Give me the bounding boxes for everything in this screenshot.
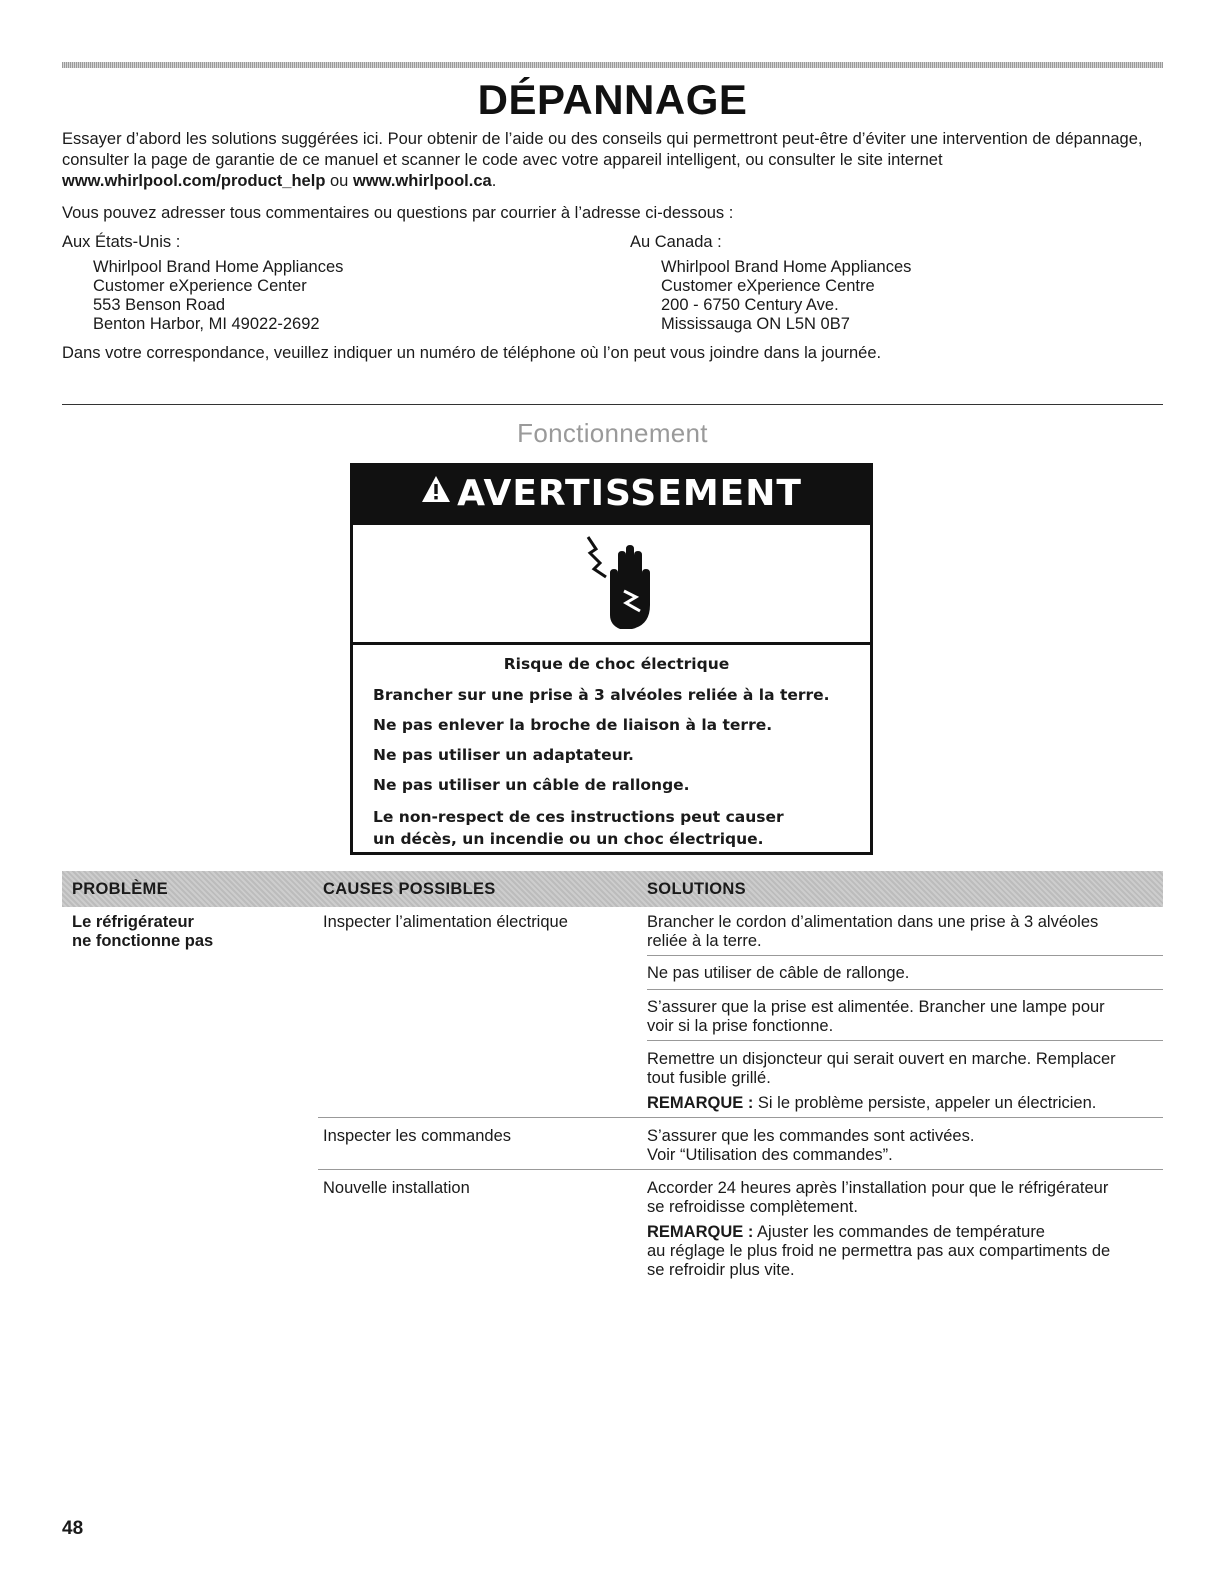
- note-label: REMARQUE :: [647, 1223, 754, 1241]
- solution-5: [647, 1127, 1157, 1165]
- note-text: Si le problème persiste, appeler un électricien.: [753, 1094, 1097, 1112]
- row-divider: [647, 955, 1163, 956]
- solution-1: [647, 913, 1157, 951]
- cause-new-install: Nouvelle installation: [323, 1179, 470, 1197]
- row-divider: [647, 1040, 1163, 1041]
- usa-line: 553 Benson Road: [93, 296, 226, 314]
- warning-body: [353, 645, 870, 850]
- solution-note: [647, 1223, 1157, 1242]
- intro-or: ou: [325, 172, 353, 190]
- canada-label: Au Canada :: [630, 233, 722, 251]
- solution-line: Accorder 24 heures après l’installation pour que le réfrigérateur: [647, 1179, 1109, 1197]
- solution-line: se refroidir plus vite.: [647, 1261, 795, 1279]
- product-help-link[interactable]: www.whirlpool.com/product_help: [62, 172, 326, 190]
- problem-line: ne fonctionne pas: [72, 932, 214, 950]
- warning-header: [353, 466, 870, 522]
- warning-title: AVERTISSEMENT: [457, 473, 802, 514]
- canada-line: Whirlpool Brand Home Appliances: [661, 258, 912, 276]
- section-title: Fonctionnement: [517, 418, 708, 448]
- canada-address-block: [630, 233, 911, 334]
- phone-note: Dans votre correspondance, veuillez indiquer un numéro de téléphone où l’on peut vous joindre dans la journée.: [62, 344, 882, 362]
- intro-paragraph: [62, 129, 1162, 192]
- usa-address-block: [62, 233, 343, 334]
- header-causes: CAUSES POSSIBLES: [323, 880, 496, 898]
- warning-box: [350, 463, 873, 855]
- solution-line: Remettre un disjoncteur qui serait ouvert en marche. Remplacer: [647, 1050, 1116, 1068]
- page-number: 48: [62, 1518, 84, 1539]
- solution-line: S’assurer que les commandes sont activées.: [647, 1127, 975, 1145]
- intro-end: .: [491, 172, 497, 190]
- warning-line: Brancher sur une prise à 3 alvéoles reliée à la terre.: [373, 686, 830, 704]
- solution-line: reliée à la terre.: [647, 932, 762, 950]
- problem-label: [72, 913, 213, 951]
- note-text: Ajuster les commandes de température: [753, 1223, 1045, 1241]
- solution-2: Ne pas utiliser de câble de rallonge.: [647, 964, 910, 982]
- warning-line: Ne pas utiliser un adaptateur.: [373, 746, 634, 764]
- header-problem: PROBLÈME: [72, 880, 168, 898]
- solution-6: [647, 1179, 1157, 1280]
- note-label: REMARQUE :: [647, 1094, 754, 1112]
- canada-line: 200 - 6750 Century Ave.: [661, 296, 839, 314]
- canada-line: Mississauga ON L5N 0B7: [661, 315, 850, 333]
- top-dotted-rule: [62, 62, 1163, 68]
- usa-line: Customer eXperience Center: [93, 277, 307, 295]
- solution-line: Brancher le cordon d’alimentation dans une prise à 3 alvéoles: [647, 913, 1099, 931]
- page-title: DÉPANNAGE: [477, 76, 748, 123]
- row-divider: [318, 1117, 1163, 1118]
- cause-controls: Inspecter les commandes: [323, 1127, 512, 1145]
- solution-line: se refroidisse complètement.: [647, 1198, 858, 1216]
- warning-line: Ne pas utiliser un câble de rallonge.: [373, 776, 690, 794]
- usa-line: Whirlpool Brand Home Appliances: [93, 258, 344, 276]
- row-divider: [318, 1169, 1163, 1170]
- solution-line: S’assurer que la prise est alimentée. Brancher une lampe pour: [647, 998, 1105, 1016]
- solution-line: Voir “Utilisation des commandes”.: [647, 1146, 893, 1164]
- solution-note: [647, 1094, 1157, 1113]
- whirlpool-ca-link[interactable]: www.whirlpool.ca: [352, 172, 492, 190]
- section-divider: [62, 404, 1163, 405]
- solution-line: tout fusible grillé.: [647, 1069, 771, 1087]
- intro-text: Essayer d’abord les solutions suggérées ici. Pour obtenir de l’aide ou des conseils qui permettront peut-être d’éviter une intervention de dépannage, consulter la page de garantie de ce manuel et scanner le code avec votre appareil intelligent, ou consulter le site internet: [62, 130, 1143, 169]
- usa-label: Aux États-Unis :: [62, 233, 181, 251]
- warning-triangle-icon: [421, 464, 451, 520]
- warning-consequence-line: Le non-respect de ces instructions peut causer: [373, 808, 784, 826]
- warning-line: Ne pas enlever la broche de liaison à la terre.: [373, 716, 773, 734]
- warning-icon-area: [353, 522, 870, 645]
- usa-line: Benton Harbor, MI 49022-2692: [93, 315, 320, 333]
- solution-line: voir si la prise fonctionne.: [647, 1017, 834, 1035]
- canada-line: Customer eXperience Centre: [661, 277, 875, 295]
- header-solutions: SOLUTIONS: [647, 880, 746, 898]
- solution-line: au réglage le plus froid ne permettra pas aux compartiments de: [647, 1242, 1111, 1260]
- warning-consequence: [373, 806, 860, 850]
- solution-4: [647, 1050, 1157, 1113]
- mail-intro: Vous pouvez adresser tous commentaires ou questions par courrier à l’adresse ci-dessous :: [62, 204, 734, 222]
- warning-risk: Risque de choc électrique: [503, 655, 730, 673]
- row-divider: [647, 989, 1163, 990]
- cause-power: Inspecter l’alimentation électrique: [323, 913, 568, 931]
- problem-line: Le réfrigérateur: [72, 913, 194, 931]
- table-header: [62, 871, 1163, 907]
- warning-consequence-line: un décès, un incendie ou un choc électrique.: [373, 830, 764, 848]
- solution-3: [647, 998, 1157, 1036]
